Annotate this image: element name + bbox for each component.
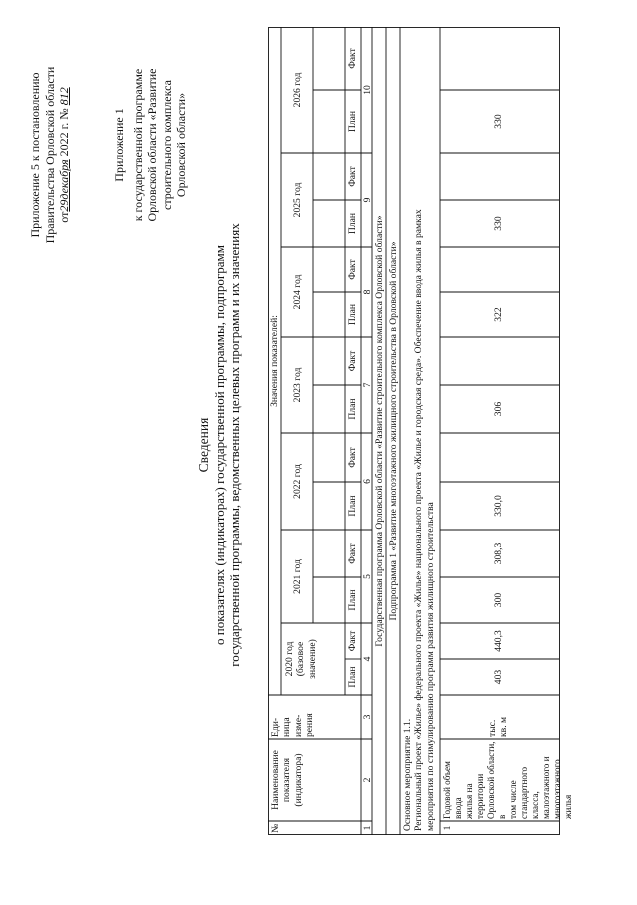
header-fact: Факт (347, 166, 358, 187)
row1-2021-plan: 300 (493, 592, 504, 608)
row1-name-line: Орловской области, в (486, 741, 507, 819)
row1-unit (487, 695, 510, 737)
measure-block (402, 31, 436, 831)
annex5-date-prefix: от (57, 211, 71, 223)
annex5-date-month: декабря (57, 159, 71, 200)
annex5-date-year: 2022 г. № (57, 108, 71, 157)
header-plan: План (347, 495, 358, 517)
annex5-date-line (57, 25, 72, 285)
header-year-2021: 2021 год (292, 559, 303, 594)
title-line2: государственной программы, ведомственных целевых программ и их значениях (227, 223, 242, 667)
col-number: 10 (362, 85, 373, 95)
col-number: 6 (362, 479, 373, 484)
header-fact: Факт (347, 447, 358, 468)
header-base-year-line: 2020 год (284, 641, 295, 677)
measure-line3: мероприятия по стимулированию программ развития жилищного строительства (424, 502, 436, 831)
header-unit-line: Еди- (270, 717, 281, 737)
annex5-number: 812 (57, 87, 71, 106)
header-num: № (270, 823, 281, 833)
header-year-2022: 2022 год (292, 464, 303, 499)
header-plan: План (347, 398, 358, 420)
col-number: 1 (362, 825, 373, 831)
header-fact: Факт (347, 259, 358, 280)
header-name-line: (индикатора) (292, 753, 304, 807)
row1-2025-plan: 330 (493, 216, 504, 231)
header-plan: План (347, 666, 358, 688)
row1-unit-line: тыс. (487, 719, 498, 737)
header-name (270, 741, 304, 819)
subprogram-banner: Подпрограмма 1 «Развитие многоэтажного жилищного строительства в Орловской области» (388, 241, 399, 621)
header-base-year-line: значение) (306, 639, 318, 679)
row1-2021-fact: 308,3 (493, 542, 504, 565)
col-number: 3 (362, 714, 373, 720)
header-values: Значения показателей: (269, 315, 280, 407)
annex-1-header (112, 25, 189, 265)
row1-base-fact: 440,3 (493, 630, 504, 652)
row1-name-line: жилья на территории (464, 773, 485, 819)
col-number: 8 (362, 289, 373, 295)
header-fact: Факт (347, 350, 358, 372)
measure-line2: Региональный проект «Жилье» федерального проекта «Жилье» национального проекта «Жилье и городская среда». Обеспечение ввода жилья в рамках (413, 209, 425, 831)
annex1-line3: строительного комплекса (159, 80, 174, 210)
row1-num: 1 (442, 825, 453, 831)
row1-name-line: малоэтажного и (541, 756, 551, 819)
header-unit (270, 697, 316, 737)
header-unit-line: рения (304, 713, 316, 737)
row1-2024-plan: 322 (493, 307, 504, 322)
annex5-date-day: 29 (57, 199, 71, 212)
row1-name-line: многоэтажного (552, 759, 562, 819)
row1-name-line: жилья (563, 794, 573, 819)
col-number: 4 (362, 656, 373, 662)
header-year-2024: 2024 год (292, 274, 303, 310)
measure-line1: Основное мероприятие 1.1. (402, 718, 413, 831)
header-name-line: Наименование (270, 750, 281, 810)
col-number: 5 (362, 574, 373, 579)
col-number: 2 (362, 777, 373, 783)
title-line1: о показателях (индикаторах) государственной программы, подпрограмм (211, 245, 227, 645)
row1-name (442, 739, 574, 819)
row1-2026-plan: 330 (493, 114, 504, 129)
header-unit-line: изме- (292, 714, 304, 737)
header-name-line: показателя (281, 757, 293, 803)
annex5-line2: Правительства Орловской области (42, 66, 57, 244)
annex1-title: Приложение 1 (112, 108, 126, 182)
header-year-2025: 2025 год (292, 182, 303, 218)
header-fact: Факт (347, 543, 358, 564)
header-year-2026: 2026 год (292, 72, 303, 108)
program-banner: Государственная программа Орловской области «Развитие строительного комплекса Орловской области» (374, 215, 385, 647)
header-year-2023: 2023 год (292, 367, 303, 403)
annex1-line1: к государственной программе (130, 68, 145, 222)
row1-unit-line: кв. м (498, 716, 510, 737)
header-unit-line: ница (281, 717, 293, 737)
header-fact: Факт (347, 630, 358, 652)
header-plan: План (347, 110, 358, 133)
annex1-line4: Орловской области» (174, 92, 188, 198)
header-plan: План (347, 212, 358, 235)
document-title (196, 105, 243, 785)
row1-name-line: стандартного класса, (519, 766, 540, 819)
indicators-table (268, 27, 573, 835)
header-base-year (284, 623, 318, 695)
row1-base-plan: 403 (493, 669, 504, 685)
row1-2023-plan: 306 (493, 401, 504, 417)
annex-5-header (28, 25, 72, 285)
col-number: 7 (362, 382, 373, 388)
title-heading: Сведения (196, 417, 211, 473)
row1-2022-fact: 330,0 (493, 495, 504, 517)
annex5-line1: Приложение 5 к постановлению (28, 72, 42, 238)
header-plan: План (347, 589, 358, 611)
annex1-line2: Орловской области «Развитие (145, 68, 159, 222)
col-number: 9 (362, 197, 373, 203)
header-base-year-line: (базовое (295, 641, 307, 677)
row1-name-line: том числе (508, 780, 518, 819)
header-fact: Факт (347, 48, 358, 69)
header-plan: План (347, 303, 358, 326)
row1-name-line: Годовой объем ввода (442, 761, 463, 819)
